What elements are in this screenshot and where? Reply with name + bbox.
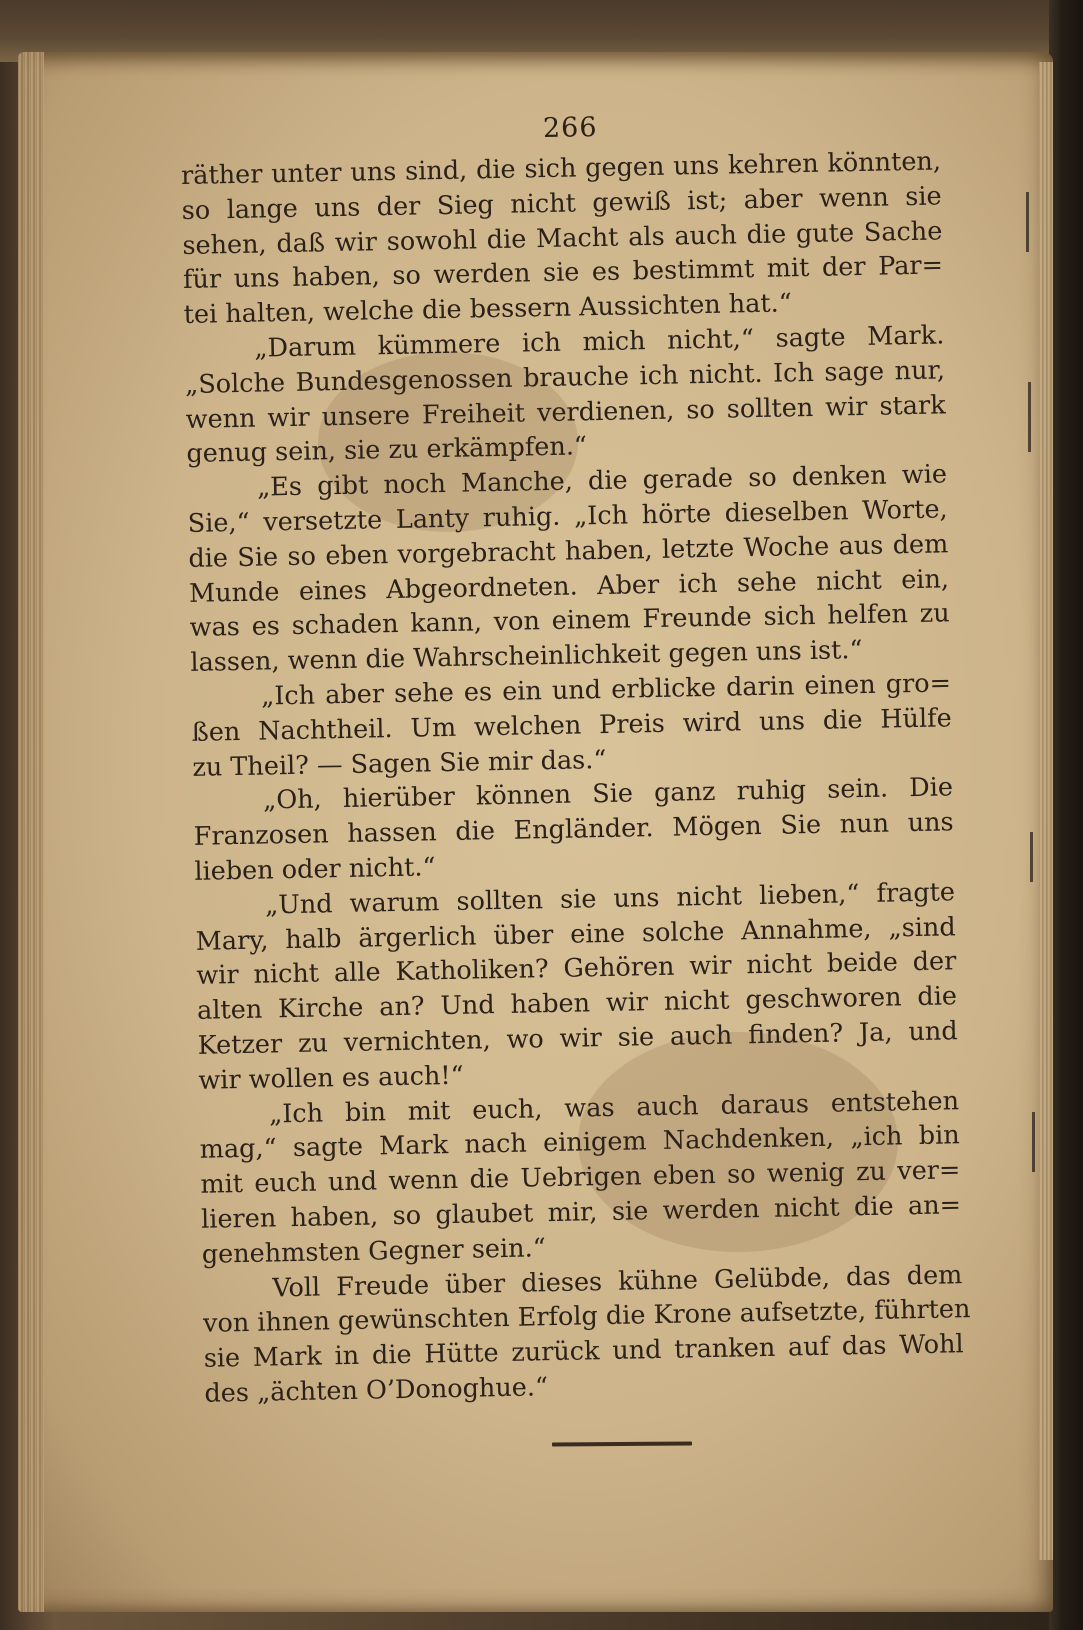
text-line: „Solche Bundesgenossen brauche ich nicht. Ich sage nur, (184, 355, 946, 400)
page-text-block (180, 105, 971, 1411)
text-line: Sie,“ versetzte Lanty ruhig. „Ich hörte dieselben Worte, (187, 494, 948, 539)
margin-mark (1026, 192, 1029, 252)
margin-mark (1032, 1112, 1035, 1172)
text-line: „Und warum sollten sie uns nicht lieben,“ fragte (264, 877, 956, 921)
text-line: lieben oder nicht.“ (194, 852, 436, 887)
text-line: mag,“ sagte Mark nach einigem Nachdenken, „ich bin (199, 1120, 960, 1166)
text-line: genug sein, sie zu erkämpfen.“ (186, 431, 588, 470)
text-line: mit euch und wenn die Uebrigen eben so wenig zu ver= (200, 1155, 961, 1200)
text-line: Mary, halb ärgerlich über eine solche Annahme, „sind (195, 911, 956, 957)
text-line: Ketzer zu vernichten, wo wir sie auch finden? Ja, und (197, 1016, 958, 1061)
text-line: Voll Freude über dieses kühne Gelübde, das dem (272, 1259, 963, 1303)
margin-mark (1028, 382, 1031, 452)
page-number: 266 (542, 111, 598, 145)
text-line: sehen, daß wir sowohl die Macht als auch die gute Sache (182, 215, 943, 261)
margin-mark (1030, 832, 1033, 882)
text-line: „Oh, hierüber können Sie ganz ruhig sein. Die (262, 772, 954, 816)
page-fore-edge (1039, 62, 1053, 1560)
text-line: tei halten, welche die bessern Aussichten hat.“ (183, 288, 793, 331)
text-line: sie Mark in die Hütte zurück und tranken auf das Wohl (203, 1329, 964, 1374)
text-line: was es schaden kann, von einem Freunde sich helfen zu (189, 598, 950, 644)
text-line: „Ich bin mit euch, was auch daraus entstehen (268, 1085, 960, 1129)
text-line: „Ich aber sehe es ein und erblicke darin einen gro= (260, 668, 952, 712)
text-line: Franzosen hassen die Engländer. Mögen Sie nun uns (193, 807, 954, 853)
page-gutter (18, 52, 44, 1612)
text-line: genehmsten Gegner sein.“ (201, 1232, 546, 1270)
text-line: von ihnen gewünschten Erfolg die Krone aufsetzte, führten (202, 1294, 971, 1340)
text-line: so lange uns der Sieg nicht gewiß ist; aber wenn sie (181, 181, 942, 226)
text-line: des „ächten O’Donoghue.“ (204, 1372, 549, 1409)
text-line: wenn wir unsere Freiheit verdienen, so sollten wir stark (185, 389, 946, 435)
text-line: „Darum kümmere ich mich nicht,“ sagte Mark. (254, 320, 945, 364)
text-line: lassen, wenn die Wahrscheinlichkeit gegen uns ist.“ (190, 635, 863, 679)
text-line: „Es gibt noch Manche, die gerade so denken wie (256, 459, 948, 503)
text-line: lieren haben, so glaubet mir, sie werden nicht die an= (200, 1190, 962, 1235)
text-line: zu Theil? — Sagen Sie mir das.“ (192, 744, 607, 783)
text-line: die Sie so eben vorgebracht haben, letzte Woche aus dem (188, 529, 949, 574)
text-line: wir nicht alle Katholiken? Gehören wir nicht beide der (196, 946, 957, 992)
text-line: Munde eines Abgeordneten. Aber ich sehe nicht ein, (188, 563, 950, 609)
text-line: räther unter uns sind, die sich gegen uns kehren könnten, (180, 146, 942, 191)
text-line: wir wollen es auch!“ (198, 1060, 464, 1096)
text-line: alten Kirche an? Und haben wir nicht geschworen die (196, 981, 958, 1026)
book-cover-edge (1049, 0, 1083, 1630)
text-line: ßen Nachtheil. Um welchen Preis wird uns die Hülfe (191, 703, 952, 748)
text-line: für uns haben, so werden sie es bestimmt mit der Par= (182, 250, 944, 296)
